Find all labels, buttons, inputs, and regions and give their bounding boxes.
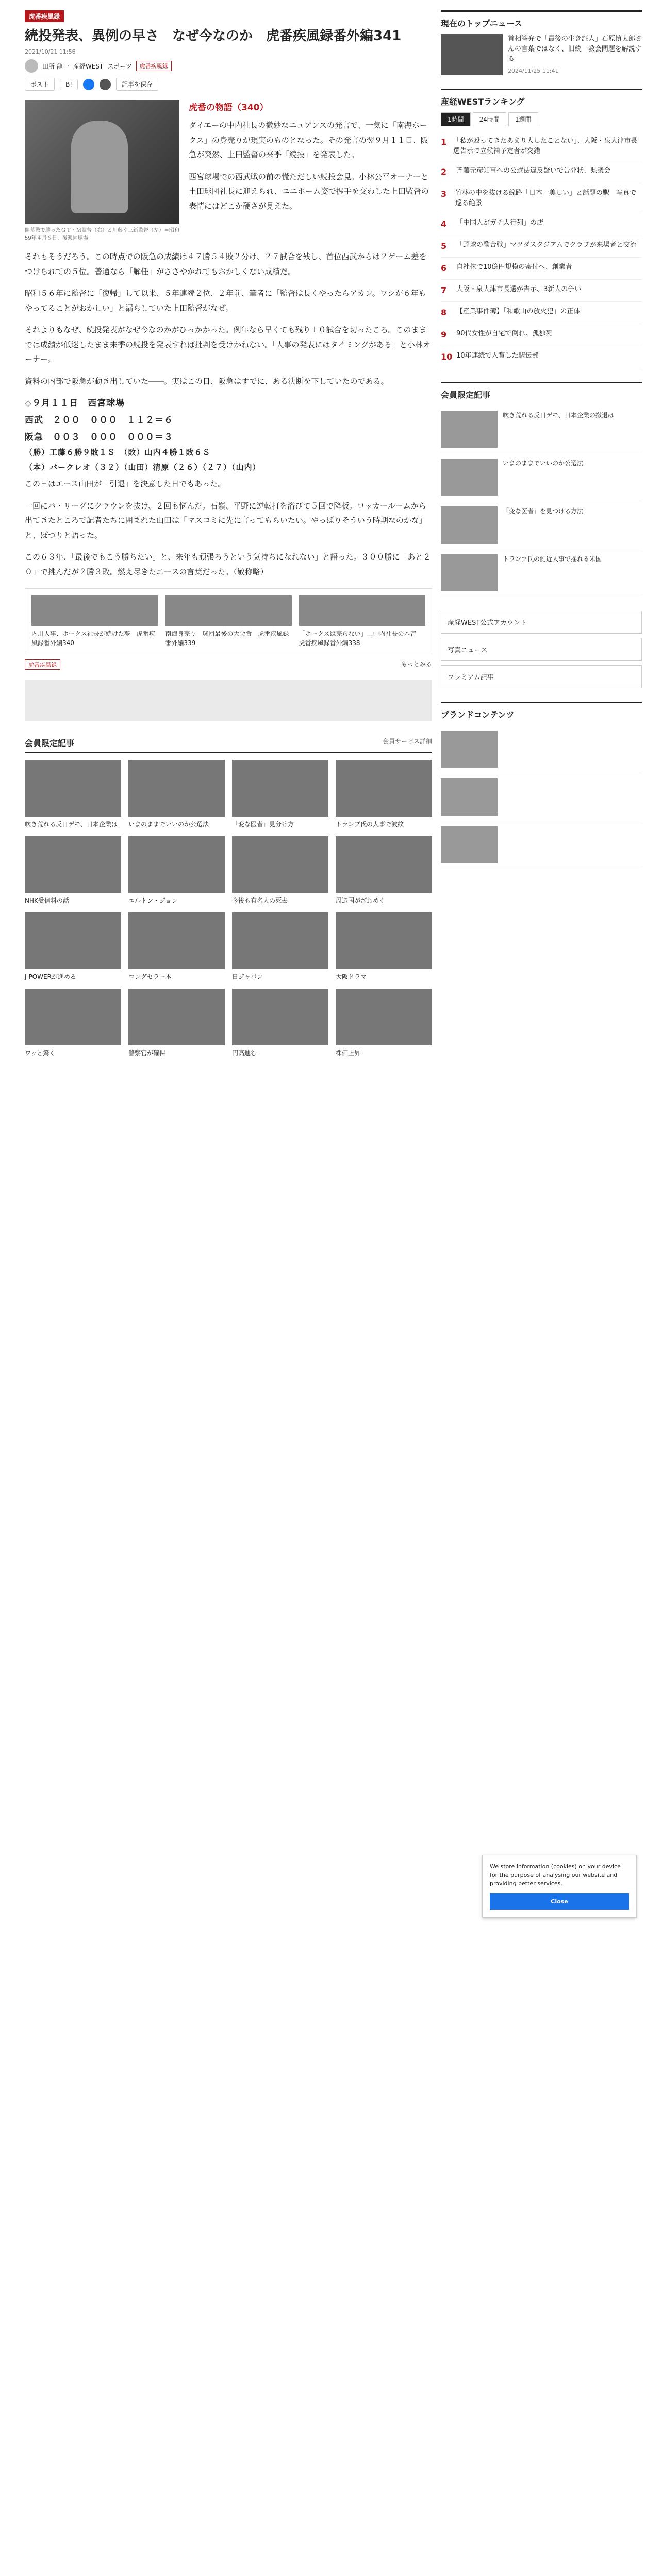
winner-line: （勝）工藤６勝９敗１Ｓ （敗）山内４勝１敗６Ｓ bbox=[25, 448, 211, 457]
grid-card[interactable]: ロングセラー本 bbox=[128, 912, 225, 981]
homerun-line: （本）バークレオ（３２）（山田）清原（２６）（２７）（山内） bbox=[25, 463, 261, 472]
rank-item[interactable]: 3 竹林の中を抜ける線路「日本一美しい」と話題の駅 写真で巡る絶景 bbox=[441, 183, 642, 213]
paragraph: 西宮球場での西武戦の前の慌ただしい続投会見。小林公平オーナーと土田球団社長に迎えられ、ユニホーム姿で握手を交わした上田監督の表情にはどこか硬さが見えた。 bbox=[189, 172, 429, 211]
grid-card[interactable]: エルトン・ジョン bbox=[128, 836, 225, 905]
sidebar-button[interactable]: 産経WEST公式アカウント bbox=[441, 611, 642, 634]
member-section-header: 会員限定記事 会員サービス詳細 bbox=[25, 737, 432, 753]
paragraph: それよりもなぜ、続投発表がなぜ今なのかがひっかかった。例年なら早くても残り１０試合を切ったころ。このままでは成績が低迷したまま来季の続投を発表すれば批判を受けかねない。「人事の発表にはタイミングがある」と小林オーナー。 bbox=[25, 325, 431, 364]
sidebar-button[interactable]: 写真ニュース bbox=[441, 638, 642, 661]
article-photo[interactable] bbox=[25, 100, 179, 224]
post-button[interactable]: ポスト bbox=[25, 78, 55, 91]
tab-24h[interactable]: 24時間 bbox=[473, 112, 506, 126]
score-title: ◇９月１１日 西宮球場 bbox=[25, 398, 125, 409]
rank-item[interactable]: 8 【産業事件簿】「和歌山の放火犯」の正体 bbox=[441, 302, 642, 324]
series-title: 虎番の物語（340） bbox=[189, 103, 269, 113]
paragraph: 資料の内部で阪急が動き出していた――。実はこの日、阪急はすでに、ある決断を下していたのである。 bbox=[25, 376, 389, 386]
score-row: 西武 ２００ ０００ １１２＝６ bbox=[25, 415, 173, 426]
grid-card[interactable]: いまのままでいいのか公選法 bbox=[128, 760, 225, 829]
facebook-icon[interactable] bbox=[83, 79, 94, 90]
brand-content: ブランドコンテンツ bbox=[441, 702, 642, 869]
lead-section bbox=[25, 100, 432, 242]
grid-card[interactable]: 円高進む bbox=[232, 989, 328, 1058]
section-link[interactable]: 産経WEST bbox=[73, 62, 104, 70]
author-avatar bbox=[25, 59, 38, 73]
author-name[interactable]: 田所 龍一 bbox=[42, 62, 69, 70]
photo-caption: 開幕戦で勝ったＧＴ・Ｍ監督（右）と川藤幸三新監督（左）＝昭和59年４月６日、後楽園球場 bbox=[25, 228, 179, 242]
sidebar bbox=[441, 10, 642, 883]
article-title: 続投発表、異例の早さ なぜ今なのか 虎番疾風録番外編341 bbox=[25, 28, 402, 44]
article-body bbox=[25, 249, 432, 579]
sidebar-buttons bbox=[441, 611, 642, 688]
share-bar bbox=[25, 78, 432, 91]
paragraph: 一回にパ・リーグにクラウンを抜け、２回も悩んだ。石嶺、平野に逆転打を浴びて５回で降板。ロッカールームから出てきたところで記者たちに囲まれた山田は「マスコミに先に言ってもらいたい。やっぱりそういう時期なのかな」と、ぽつりと語った。 bbox=[25, 501, 427, 540]
top-news: 現在のトップニュース 首相答弁で「最後の生き証人」石原慎太郎さんの言葉ではなく、旧統一教会問題を解説する 2024/11/25 11:41 bbox=[441, 10, 642, 75]
member-item[interactable]: トランプ氏の側近人事で揺れる米国 bbox=[441, 549, 642, 597]
rank-item[interactable]: 1 「私が殴ってきたあまり大したことない」、大阪・泉大津市長選告示で立候補予定者が交錯 bbox=[441, 131, 642, 161]
save-article-button[interactable]: 記事を保存 bbox=[116, 78, 158, 91]
sidebar-button[interactable]: プレミアム記事 bbox=[441, 665, 642, 688]
grid-card[interactable]: J-POWERが進める bbox=[25, 912, 121, 981]
brand-item[interactable] bbox=[441, 821, 642, 869]
sub-section-link[interactable]: スポーツ bbox=[107, 62, 132, 70]
topic-tag[interactable]: 虎番疾風録 bbox=[136, 61, 172, 71]
author-line bbox=[25, 59, 432, 73]
rank-item[interactable]: 7 大阪・泉大津市長選が告示、3新人の争い bbox=[441, 280, 642, 302]
rank-item[interactable]: 6 自社株で10億円規模の寄付へ、創業者 bbox=[441, 258, 642, 280]
ad-slot bbox=[25, 680, 432, 721]
link-icon[interactable] bbox=[100, 79, 111, 90]
rank-item[interactable]: 10 10年連続で入賞した駅伝部 bbox=[441, 346, 642, 368]
series-badge[interactable]: 虎番疾風録 bbox=[25, 10, 64, 22]
rank-item[interactable]: 4 「中国人がガチ大行列」の店 bbox=[441, 213, 642, 235]
hatena-button[interactable]: B! bbox=[60, 79, 78, 90]
top-news-item[interactable]: 首相答弁で「最後の生き証人」石原慎太郎さんの言葉ではなく、旧統一教会問題を解説する 2024/11/25 11:41 bbox=[441, 34, 642, 75]
tab-1w[interactable]: 1週間 bbox=[508, 112, 538, 126]
related-item[interactable]: 「ホークスは売らない」…中内社長の本音 虎番疾風録番外編338 bbox=[299, 595, 425, 648]
member-service-link[interactable]: 会員サービス詳細 bbox=[382, 738, 432, 745]
grid-card[interactable]: 警察官が確保 bbox=[128, 989, 225, 1058]
tab-1h[interactable]: 1時間 bbox=[441, 112, 471, 126]
brand-item[interactable] bbox=[441, 773, 642, 821]
rank-item[interactable]: 5 「野球の歌合戦」マツダスタジアムでクラブが来場者と交流 bbox=[441, 235, 642, 258]
related-item[interactable]: 南海身売り 球団最後の大会食 虎番疾風録番外編339 bbox=[165, 595, 291, 648]
paragraph: 昭和５６年に監督に「復帰」して以来、５年連続２位、２年前、筆者に「監督は長くやったらアカン。ワシが６年もやってることがおかしい」と漏らしていた上田監督がなぜ。 bbox=[25, 289, 426, 313]
brand-item[interactable] bbox=[441, 725, 642, 773]
article-main bbox=[25, 10, 432, 1058]
grid-card[interactable]: 大阪ドラマ bbox=[336, 912, 432, 981]
grid-card[interactable]: トランプ氏の人事で波紋 bbox=[336, 760, 432, 829]
cookie-banner: We store information (cookies) on your device for the purpose of analysing our website and providing better services. Close bbox=[482, 1855, 637, 1918]
member-item[interactable]: いまのままでいいのか公選法 bbox=[441, 453, 642, 501]
member-item[interactable]: 「変な医者」を見つける方法 bbox=[441, 501, 642, 549]
paragraph: この日はエース山田が「引退」を決意した日でもあった。 bbox=[25, 479, 226, 489]
grid-card[interactable]: 今後も有名人の死去 bbox=[232, 836, 328, 905]
cookie-close-button[interactable]: Close bbox=[490, 1893, 629, 1910]
related-box bbox=[25, 588, 432, 654]
score-row: 阪急 ００３ ０００ ０００＝３ bbox=[25, 432, 173, 443]
related-item[interactable]: 内川人事、ホークス社長が続けた夢 虎番疾風録番外編340 bbox=[31, 595, 158, 648]
paragraph: この６３年、「最後でもこう勝ちたい」と、来年も頑張ろうという気持ちになれない」と語った。３００勝に「あと２０」で挑んだが２勝３敗。燃え尽きたエースの言葉だった。（敬称略） bbox=[25, 552, 431, 577]
ranking: 産経WESTランキング 1時間 24時間 1週間 1 「私が殴ってきたあまり大したことない」、大阪・泉大津市長選告示で立候補予定者が交錯 2 斉藤元彦知事への公選法違反疑いで告発状、県議会 3 竹林の中を抜ける線路「日本一美しい」と話題の駅 写真で巡る絶景 4 「中国人がガチ大行列」の店 5 「野球の歌合戦」マツダスタジアムでクラブが来場者と交流 6 自社株で10億円規模の寄付へ、創業者 7 大阪・泉大津市長選が告示、3新人の争い 8 【産業事件簿】「和歌山の放火犯」の正体 9 90代女性が自宅で倒れ、孤独死 10 10年連続で入賞した駅伝部 bbox=[441, 89, 642, 368]
member-item[interactable]: 吹き荒れる反日デモ、日本企業の撤退は bbox=[441, 405, 642, 453]
rank-item[interactable]: 9 90代女性が自宅で倒れ、孤独死 bbox=[441, 324, 642, 346]
ranking-tabs bbox=[441, 112, 642, 126]
related-footer bbox=[25, 659, 432, 670]
grid-card[interactable]: 周辺国がざわめく bbox=[336, 836, 432, 905]
grid-card[interactable]: 「変な医者」見分け方 bbox=[232, 760, 328, 829]
grid-card[interactable]: 株価上昇 bbox=[336, 989, 432, 1058]
paragraph: それもそうだろう。この時点での阪急の成績は４７勝５４敗２分け、２７試合を残し、首位西武からは２ゲーム差をつけられての５位。普通なら「解任」がささやかれてもおかしくない成績だ。 bbox=[25, 252, 427, 276]
more-link[interactable]: もっとみる bbox=[401, 660, 432, 668]
member-grid bbox=[25, 760, 432, 1058]
rank-item[interactable]: 2 斉藤元彦知事への公選法違反疑いで告発状、県議会 bbox=[441, 161, 642, 183]
paragraph: ダイエーの中内社長の微妙なニュアンスの発言で、一気に「南海ホークス」の身売りが現実のものとなった。その発言の翌９月１１日、阪急が突然、上田監督の来季「続投」を発表した。 bbox=[189, 121, 428, 160]
related-tag[interactable]: 虎番疾風録 bbox=[25, 659, 60, 670]
grid-card[interactable]: NHK受信料の話 bbox=[25, 836, 121, 905]
grid-card[interactable]: ワッと驚く bbox=[25, 989, 121, 1058]
grid-card[interactable]: 日ジャパン bbox=[232, 912, 328, 981]
member-sidebar: 会員限定記事 吹き荒れる反日デモ、日本企業の撤退は いまのままでいいのか公選法 「変な医者」を見つける方法 トランプ氏の側近人事で揺れる米国 bbox=[441, 382, 642, 597]
grid-card[interactable]: 吹き荒れる反日デモ、日本企業は bbox=[25, 760, 121, 829]
article-date: 2021/10/21 11:56 bbox=[25, 48, 76, 56]
